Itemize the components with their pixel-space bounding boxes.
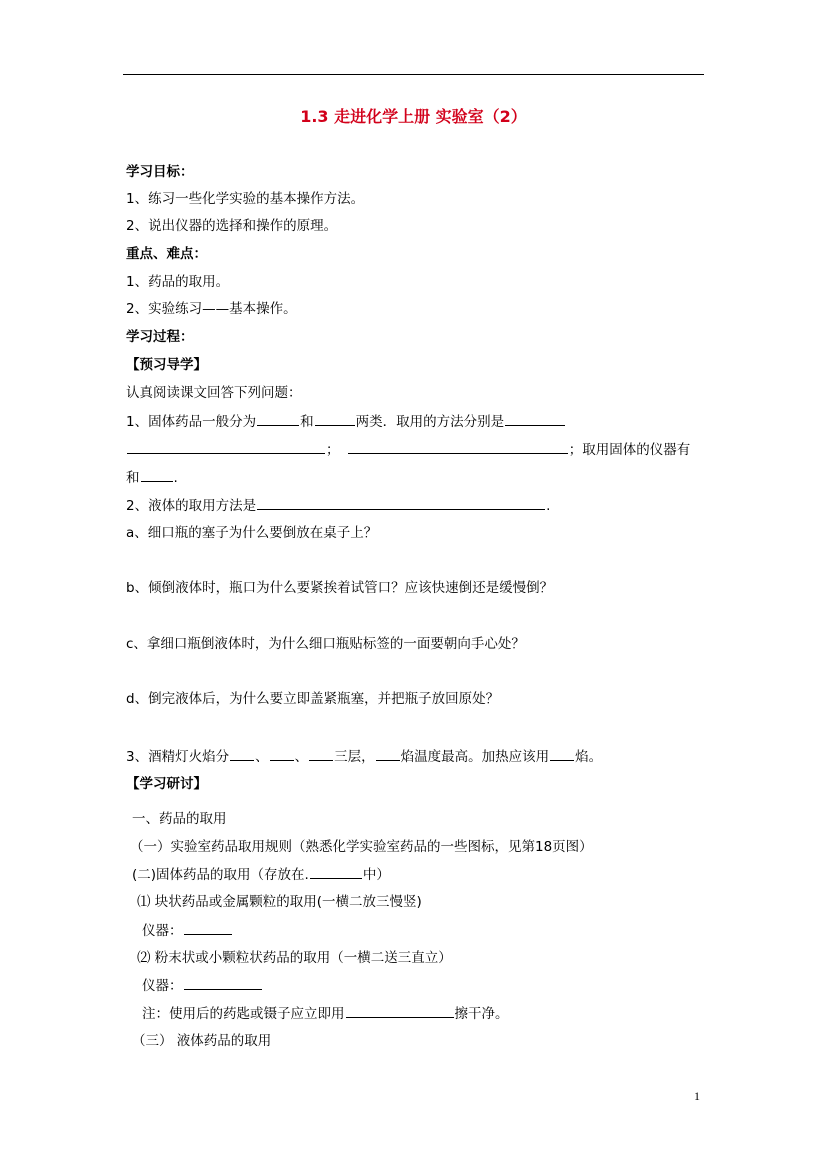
- item-1: ⑴ 块状药品或金属颗粒的取用(一横二放三慢竖): [137, 894, 422, 910]
- q1-blank-6[interactable]: [141, 468, 173, 482]
- s8-blank[interactable]: [346, 1004, 454, 1018]
- q3-blank-4[interactable]: [376, 747, 400, 761]
- question-2: [126, 496, 550, 515]
- preview-heading: 【预习导学】: [126, 357, 207, 373]
- section-1-3: （三） 液体药品的取用: [132, 1033, 272, 1049]
- header-rule: [123, 74, 704, 75]
- question-1-line-1: [126, 412, 566, 431]
- q3-text-f: 焰。: [575, 749, 603, 765]
- page-number: 1: [694, 1089, 700, 1103]
- question-1-line-2: [126, 440, 690, 459]
- goal-1: 1、练习一些化学实验的基本操作方法。: [126, 191, 365, 207]
- item-1-instrument: [142, 921, 233, 940]
- question-3: [126, 747, 602, 766]
- question-c: c、拿细口瓶倒液体时，为什么细口瓶贴标签的一面要朝向手心处？: [126, 636, 525, 652]
- key-heading: 重点、难点：: [126, 246, 207, 262]
- q1-blank-2[interactable]: [315, 412, 355, 426]
- q1-blank-1[interactable]: [257, 412, 299, 426]
- q3-blank-3[interactable]: [309, 747, 333, 761]
- q1-text-c: 两类．取用的方法分别是: [355, 414, 505, 430]
- q3-text-a: 3、酒精灯火焰分: [126, 749, 230, 765]
- q1-text-a: 1、固体药品一般分为: [126, 414, 257, 430]
- s7-text: 仪器：: [142, 978, 183, 994]
- q3-text-b: 、: [255, 749, 269, 765]
- s3-text-a: (二)固体药品的取用（存放在.: [132, 867, 309, 883]
- q1-text-g: .: [173, 470, 178, 486]
- section-1-1: （一）实验室药品取用规则（熟悉化学实验室药品的一些图标，见第18页图）: [130, 839, 593, 855]
- question-b: b、倾倒液体时，瓶口为什么要紧挨着试管口？应该快速倒还是缓慢倒？: [126, 580, 554, 596]
- item-2: ⑵ 粉末状或小颗粒状药品的取用（一横二送三直立）: [137, 950, 452, 966]
- q1-text-b: 和: [300, 414, 314, 430]
- s8-text-b: 擦干净。: [454, 1006, 509, 1022]
- s8-text-a: 注：使用后的药匙或镊子应立即用: [142, 1006, 345, 1022]
- section-1: 一、药品的取用: [132, 811, 227, 827]
- q3-blank-2[interactable]: [270, 747, 294, 761]
- q2-text-b: .: [546, 498, 551, 514]
- key-1: 1、药品的取用。: [126, 274, 230, 290]
- s3-text-b: 中）: [362, 867, 390, 883]
- question-d: d、倒完液体后，为什么要立即盖紧瓶塞，并把瓶子放回原处？: [126, 691, 500, 707]
- q1-text-d: ；: [326, 442, 340, 458]
- s5-blank[interactable]: [184, 921, 232, 935]
- q2-blank[interactable]: [257, 496, 545, 510]
- study-heading: 【学习研讨】: [126, 776, 207, 792]
- s7-blank[interactable]: [184, 976, 262, 990]
- q3-text-c: 、: [294, 749, 309, 765]
- goal-2: 2、说出仪器的选择和操作的原理。: [126, 218, 338, 234]
- q3-text-d: 三层，: [334, 749, 375, 765]
- s3-blank[interactable]: [310, 865, 362, 879]
- preview-intro: 认真阅读课文回答下列问题：: [126, 385, 302, 401]
- q2-text-a: 2、液体的取用方法是: [126, 498, 257, 514]
- question-1-line-3: [126, 468, 178, 487]
- note: [142, 1004, 509, 1023]
- q3-blank-5[interactable]: [550, 747, 574, 761]
- q1-text-f: 和: [126, 470, 140, 486]
- q1-blank-5[interactable]: [348, 440, 568, 454]
- s5-text: 仪器：: [142, 923, 183, 939]
- page-title: 1.3 走进化学上册 实验室（2）: [300, 107, 527, 126]
- q1-blank-3[interactable]: [505, 412, 565, 426]
- section-1-2: [132, 865, 390, 884]
- question-a: a、细口瓶的塞子为什么要倒放在桌子上？: [126, 525, 378, 541]
- key-2: 2、实验练习——基本操作。: [126, 301, 297, 317]
- q3-blank-1[interactable]: [230, 747, 254, 761]
- q1-text-e: ；取用固体的仪器有: [568, 442, 691, 458]
- goals-heading: 学习目标：: [126, 164, 194, 180]
- q1-blank-4[interactable]: [127, 440, 325, 454]
- process-heading: 学习过程：: [126, 329, 194, 345]
- item-2-instrument: [142, 976, 263, 995]
- q3-text-e: 焰温度最高。加热应该用: [400, 749, 550, 765]
